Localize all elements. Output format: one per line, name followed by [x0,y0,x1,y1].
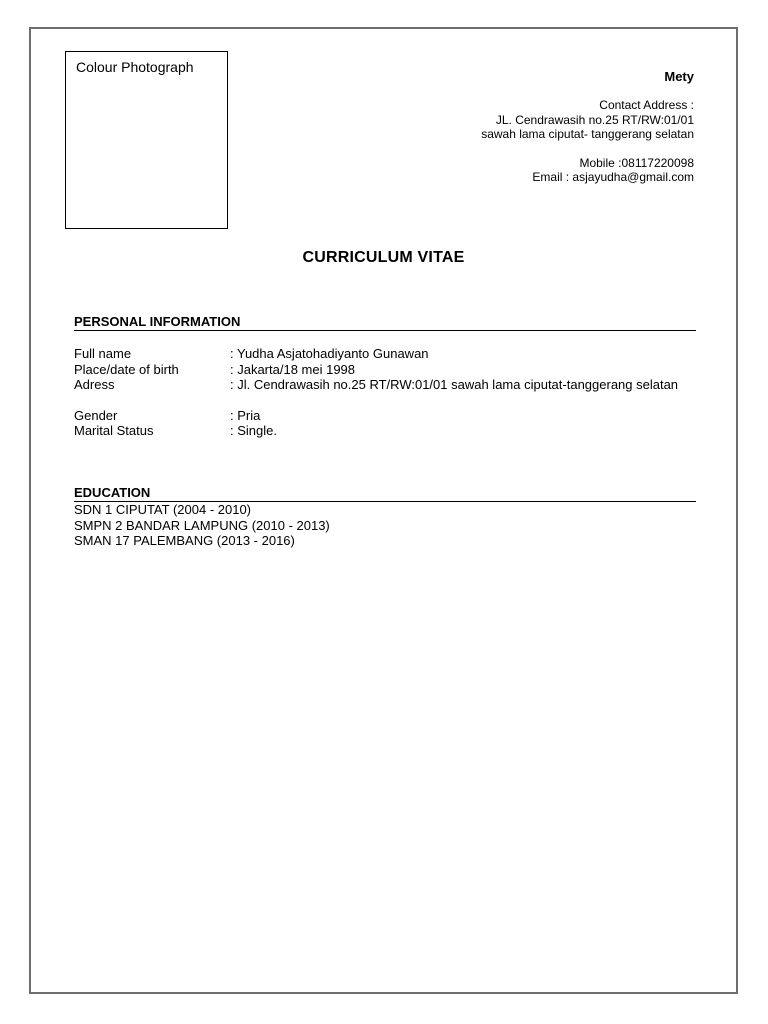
contact-email: Email : asjayudha@gmail.com [532,170,694,184]
info-label: Marital Status [74,423,154,438]
document-page [29,27,738,994]
info-value: : Single. [230,423,277,438]
contact-block [481,69,694,185]
info-label: Gender [74,407,118,423]
info-value: : Jakarta/18 mei 1998 [230,361,356,377]
contact-address-line1: JL. Cendrawasih no.25 RT/RW:01/01 [495,112,694,127]
info-row-marital-status [74,423,696,439]
info-value: : Pria [230,407,261,423]
personal-info-heading: PERSONAL INFORMATION [74,314,696,331]
photo-label: Colour Photograph [76,59,194,75]
photo-placeholder [65,51,228,229]
info-label: Full name [74,346,132,361]
info-value: : Yudha Asjatohadiyanto Gunawan [230,346,429,361]
info-row-address [74,377,696,393]
education-item: SMAN 17 PALEMBANG (2013 - 2016) [74,533,295,548]
contact-mobile: Mobile :08117220098 [579,155,694,170]
education-item: SMPN 2 BANDAR LAMPUNG (2010 - 2013) [74,517,330,533]
info-row-birth [74,362,696,378]
info-row-gender [74,408,696,424]
education-item: SDN 1 CIPUTAT (2004 - 2010) [74,502,252,517]
personal-info-table [74,346,696,439]
applicant-name: Mety [664,69,694,84]
education-heading: EDUCATION [74,485,696,502]
info-label: Place/date of birth [74,361,179,377]
info-row-full-name [74,346,696,362]
contact-address-line2: sawah lama ciputat- tanggerang selatan [481,127,694,141]
education-list [74,502,330,549]
document-title: CURRICULUM VITAE [302,249,465,266]
info-label: Adress [74,377,115,392]
contact-address-label: Contact Address : [599,98,694,112]
info-value: : Jl. Cendrawasih no.25 RT/RW:01/01 sawah lama ciputat-tanggerang selatan [230,377,679,392]
